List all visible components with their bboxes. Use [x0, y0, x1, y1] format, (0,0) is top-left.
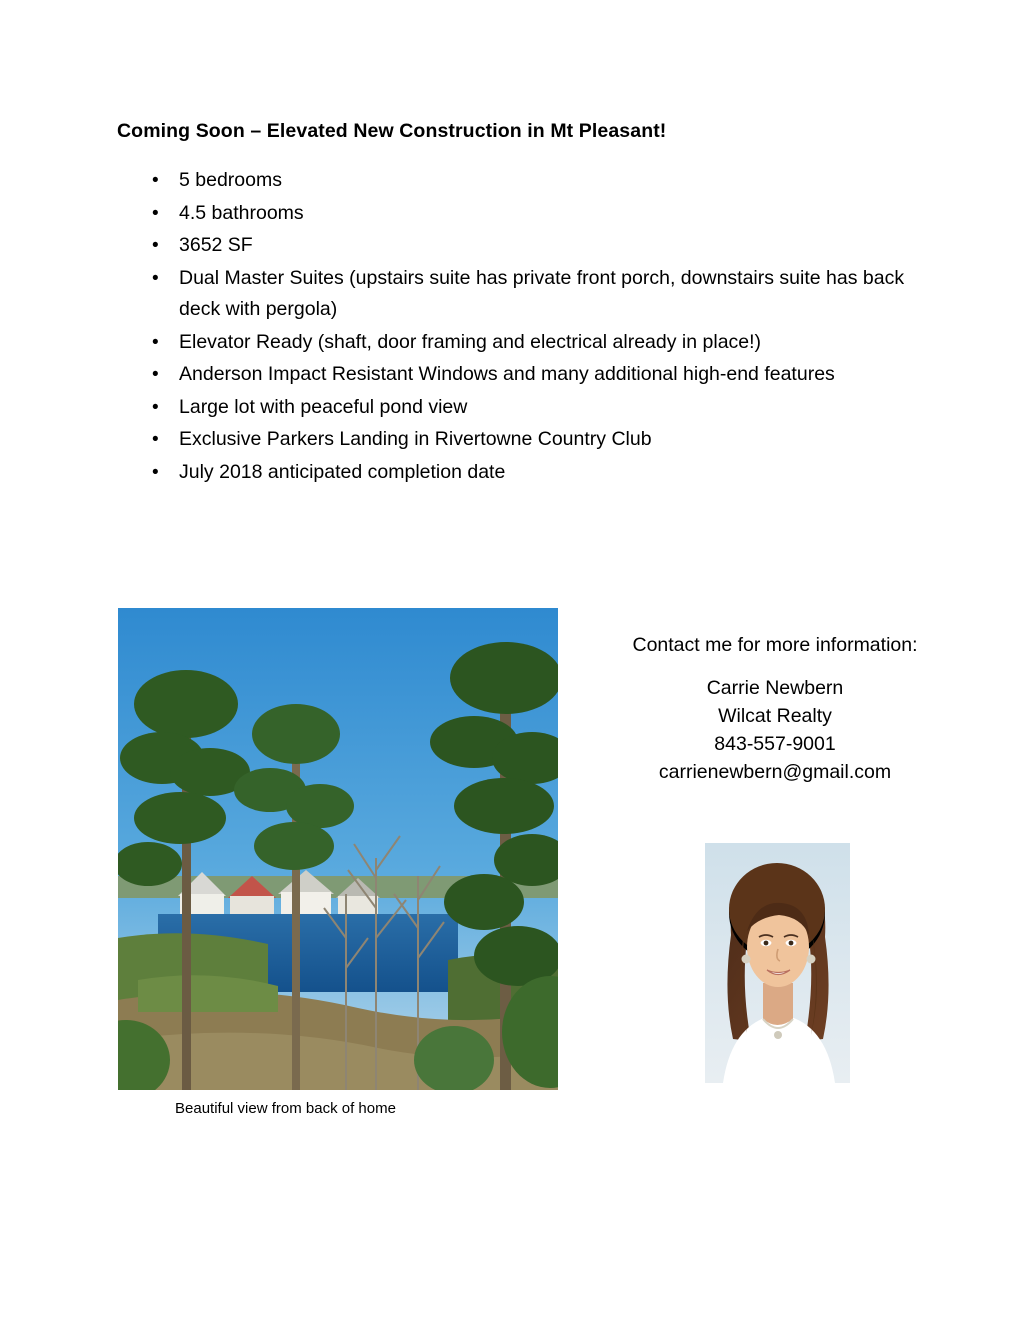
bullet-icon: • — [152, 267, 159, 289]
contact-title: Contact me for more information: — [632, 634, 918, 656]
list-item-label: 5 bedrooms — [179, 169, 282, 191]
list-item — [133, 424, 923, 456]
list-item — [133, 392, 923, 424]
bullet-icon: • — [152, 364, 159, 385]
list-item-label: 3652 SF — [179, 234, 253, 256]
list-item-label: Large lot with peaceful pond view — [179, 395, 468, 418]
list-item — [133, 198, 923, 230]
bullet-icon: • — [152, 331, 159, 353]
agent-name: Carrie Newbern — [706, 677, 844, 699]
feature-list — [133, 165, 923, 489]
list-item-label: Anderson Impact Resistant Windows and many additional high-end features — [179, 363, 835, 385]
agent-headshot-photo — [705, 843, 850, 1083]
page-title: Coming Soon – Elevated New Construction in Mt Pleasant! — [117, 120, 667, 142]
bullet-icon: • — [152, 170, 159, 191]
agent-phone: 843-557-9001 — [714, 733, 836, 755]
bullet-icon: • — [152, 235, 159, 256]
list-item — [133, 359, 923, 391]
agent-company: Wilcat Realty — [718, 705, 832, 727]
list-item — [133, 263, 923, 326]
list-item-label: 4.5 bathrooms — [179, 201, 304, 224]
list-item — [133, 327, 923, 359]
list-item-label: Exclusive Parkers Landing in Rivertowne Country Club — [179, 428, 652, 450]
agent-email: carrienewbern@gmail.com — [658, 761, 892, 783]
bullet-icon: • — [152, 461, 159, 483]
list-item — [133, 165, 923, 197]
bullet-icon: • — [152, 202, 159, 224]
photo-caption: Beautiful view from back of home — [175, 1100, 396, 1117]
list-item — [133, 457, 923, 489]
bullet-icon: • — [152, 396, 159, 418]
list-item-label: July 2018 anticipated completion date — [179, 460, 506, 483]
bullet-icon: • — [152, 429, 159, 450]
contact-block — [570, 630, 980, 786]
list-item-label: Dual Master Suites (upstairs suite has private front porch, downstairs suite has back deck with pergola) — [179, 266, 905, 320]
list-item — [133, 230, 923, 262]
list-item-label: Elevator Ready (shaft, door framing and electrical already in place!) — [179, 330, 762, 353]
pond-view-photo — [118, 608, 558, 1090]
